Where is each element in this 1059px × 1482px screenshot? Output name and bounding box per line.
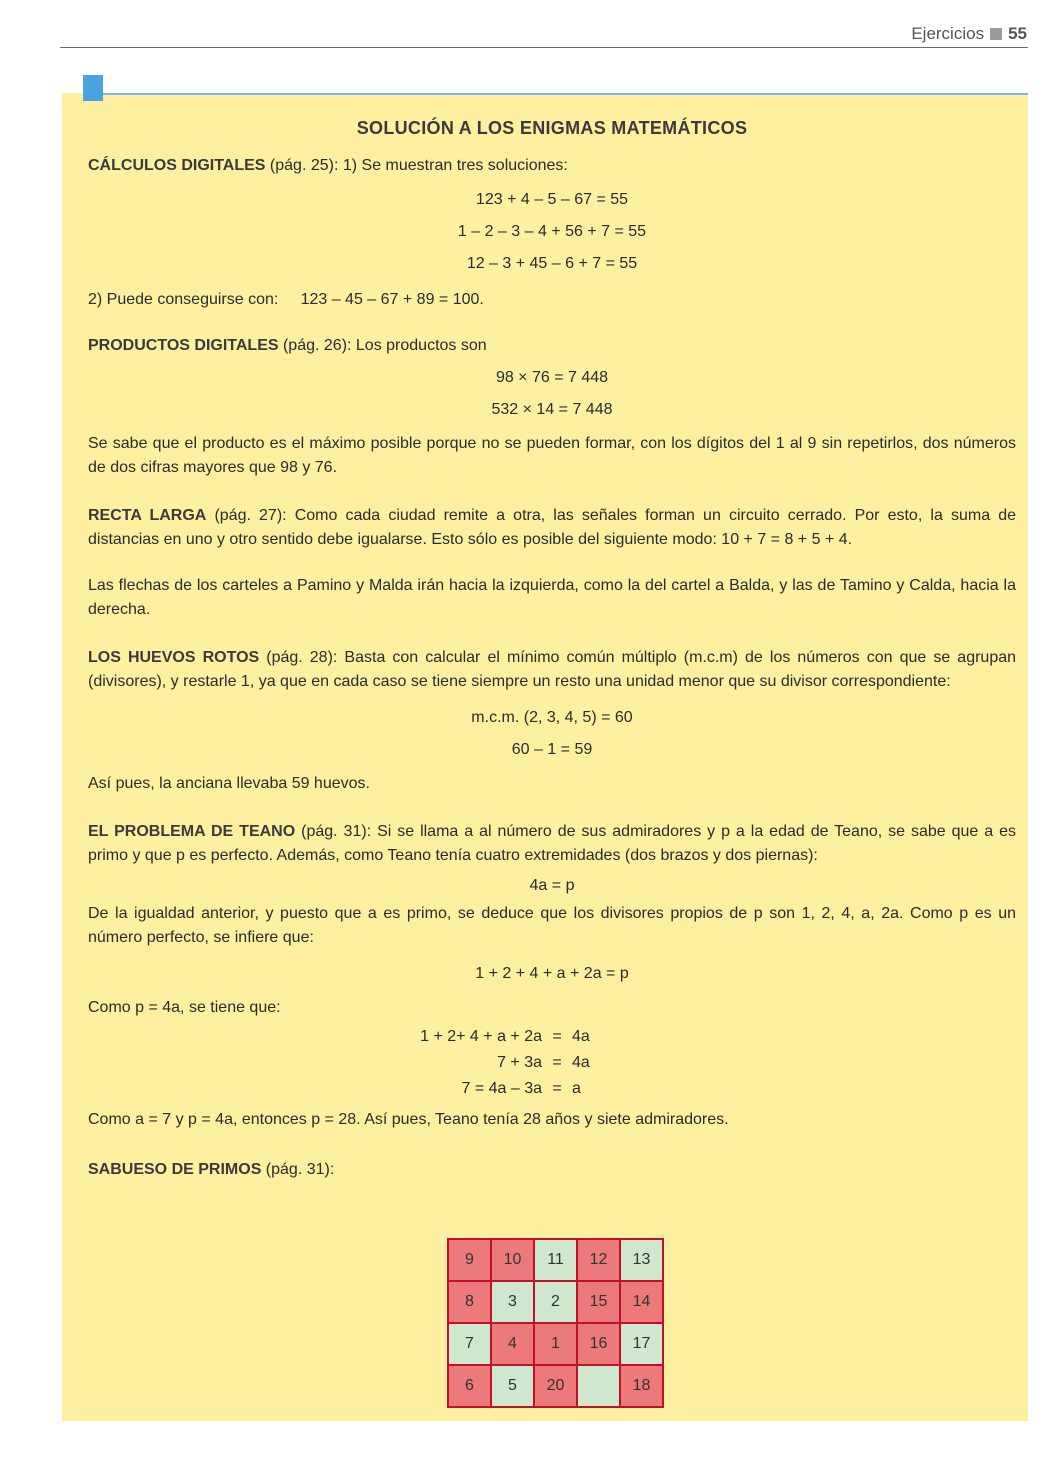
section-teano (88, 820, 1016, 1132)
teano-text4: Como a = 7 y p = 4a, entonces p = 28. Así pues, Teano tenía 28 años y siete admiradores. (88, 1111, 729, 1128)
system-row (342, 1024, 762, 1050)
teano-text2: De la igualdad anterior, y puesto que a es primo, se deduce que los divisores propios de p son 1, 2, 4, a, 2a. Como p es un número perfecto, se infiere que: (88, 905, 1016, 946)
equals-sign: = (552, 1080, 562, 1097)
section-heading: SABUESO DE PRIMOS (88, 1161, 262, 1178)
body-text: Basta con calcular el mínimo común múltiplo (m.c.m) de los números con que se agrupan (divisores), y restarle 1, ya que en cada caso se tiene siempre un resto una unidad menor que su divisor correspondiente: (88, 649, 1017, 690)
equation: 60 – 1 = 59 (511, 741, 593, 758)
system-row (342, 1076, 762, 1102)
equation: 1 – 2 – 3 – 4 + 56 + 7 = 55 (457, 223, 647, 240)
grid-cell: 13 (620, 1239, 663, 1281)
section-heading: LOS HUEVOS ROTOS (88, 649, 260, 666)
grid-cell: 14 (620, 1281, 663, 1323)
grid-cell: 11 (534, 1239, 577, 1281)
grid-cell: 2 (534, 1281, 577, 1323)
grid-row (448, 1281, 663, 1323)
equation: 4a = p (529, 877, 575, 894)
grid-cell: 16 (577, 1323, 620, 1365)
page-ref: (pág. 26): (278, 337, 356, 354)
system-row (342, 1050, 762, 1076)
panel-top-line (103, 93, 1028, 95)
grid-cell: 15 (577, 1281, 620, 1323)
grid-cell: 17 (620, 1323, 663, 1365)
equation: 98 × 76 = 7 448 (495, 369, 609, 386)
huevos-text (88, 646, 1016, 694)
page-title: SOLUCIÓN A LOS ENIGMAS MATEMÁTICOS (356, 118, 748, 138)
prime-grid (447, 1238, 664, 1408)
section-sabueso (88, 1158, 1016, 1182)
grid-row (448, 1365, 663, 1407)
system-right: 4a (572, 1028, 590, 1045)
equation-system (342, 1024, 762, 1102)
section-heading: RECTA LARGA (88, 507, 207, 524)
grid-cell: 1 (534, 1323, 577, 1365)
running-head (911, 24, 1027, 44)
equals-sign: = (552, 1054, 562, 1071)
recta-text (88, 504, 1016, 552)
system-right: a (572, 1080, 581, 1097)
corner-square-icon (83, 75, 103, 101)
equation: 1 + 2 + 4 + a + 2a = p (475, 965, 629, 982)
section-huevos (88, 646, 1016, 796)
section-heading: EL PROBLEMA DE TEANO (88, 823, 296, 840)
grid-cell: 6 (448, 1365, 491, 1407)
equation: 123 + 4 – 5 – 67 = 55 (475, 191, 629, 208)
page-ref: (pág. 27): (206, 507, 295, 524)
equals-sign: = (552, 1028, 562, 1045)
grid-cell: 8 (448, 1281, 491, 1323)
equation: m.c.m. (2, 3, 4, 5) = 60 (471, 709, 633, 726)
section-calculos (88, 154, 1016, 312)
section-label: Ejercicios (911, 24, 985, 43)
grid-cell: 3 (491, 1281, 534, 1323)
body-text: Si se llama a al número de sus admiradores y p a la edad de Teano, se sabe que a es primo y que p es perfecto. Además, como Teano tenía cuatro extremidades (dos brazos y dos piernas): (88, 823, 1017, 864)
grid-cell: 12 (577, 1239, 620, 1281)
grid-cell (577, 1365, 620, 1407)
recta-text2: Las flechas de los carteles a Pamino y Malda irán hacia la izquierda, como la del cartel a Balda, y las de Tamino y Calda, hacia la derecha. (88, 577, 1016, 618)
equation-block (88, 702, 1016, 766)
intro-text: Los productos son (355, 337, 487, 354)
huevos-text2: Así pues, la anciana llevaba 59 huevos. (88, 775, 370, 792)
system-left: 7 + 3a (497, 1054, 542, 1071)
page-ref: (pág. 31): (261, 1161, 335, 1178)
grid-cell: 9 (448, 1239, 491, 1281)
system-left: 1 + 2+ 4 + a + 2a (420, 1028, 542, 1045)
equation: 532 × 14 = 7 448 (491, 401, 613, 418)
grid-row (448, 1323, 663, 1365)
grid-cell: 4 (491, 1323, 534, 1365)
system-left: 7 = 4a – 3a (461, 1080, 542, 1097)
grid-cell: 20 (534, 1365, 577, 1407)
teano-text (88, 820, 1016, 868)
grid-cell: 18 (620, 1365, 663, 1407)
teano-text3: Como p = 4a, se tiene que: (88, 999, 281, 1016)
system-right: 4a (572, 1054, 590, 1071)
section-heading: CÁLCULOS DIGITALES (88, 157, 266, 174)
grid-cell: 7 (448, 1323, 491, 1365)
square-icon (990, 28, 1002, 40)
page-ref: (pág. 31): (295, 823, 378, 840)
calculos-intro (88, 154, 1016, 178)
equation-block (88, 184, 1016, 280)
page-ref: (pág. 25): (265, 157, 343, 174)
productos-intro (88, 334, 1016, 358)
equation: 12 – 3 + 45 – 6 + 7 = 55 (466, 255, 638, 272)
header-rule (60, 47, 1028, 48)
sabueso-heading (88, 1158, 1016, 1182)
page-number: 55 (1008, 24, 1027, 43)
body-text: Como cada ciudad remite a otra, las señales forman un circuito cerrado. Por esto, la suma de distancias en uno y otro sentido debe igualarse. Esto sólo es posible del siguiente modo: 10 + 7 = 8 + 5 + 4. (88, 507, 1017, 548)
productos-text: Se sabe que el producto es el máximo posible porque no se pueden formar, con los dígitos del 1 al 9 sin repetirlos, dos números de dos cifras mayores que 98 y 76. (88, 435, 1016, 476)
calculos-part2: 2) Puede conseguirse con: 123 – 45 – 67 + 89 = 100. (88, 291, 484, 308)
grid-cell: 10 (491, 1239, 534, 1281)
grid-cell: 5 (491, 1365, 534, 1407)
intro-text: 1) Se muestran tres soluciones: (342, 157, 568, 174)
section-heading: PRODUCTOS DIGITALES (88, 337, 279, 354)
section-recta (88, 504, 1016, 622)
section-productos (88, 334, 1016, 480)
page-ref: (pág. 28): (259, 649, 345, 666)
equation-block (88, 362, 1016, 426)
content (88, 110, 1016, 1182)
grid-row (448, 1239, 663, 1281)
